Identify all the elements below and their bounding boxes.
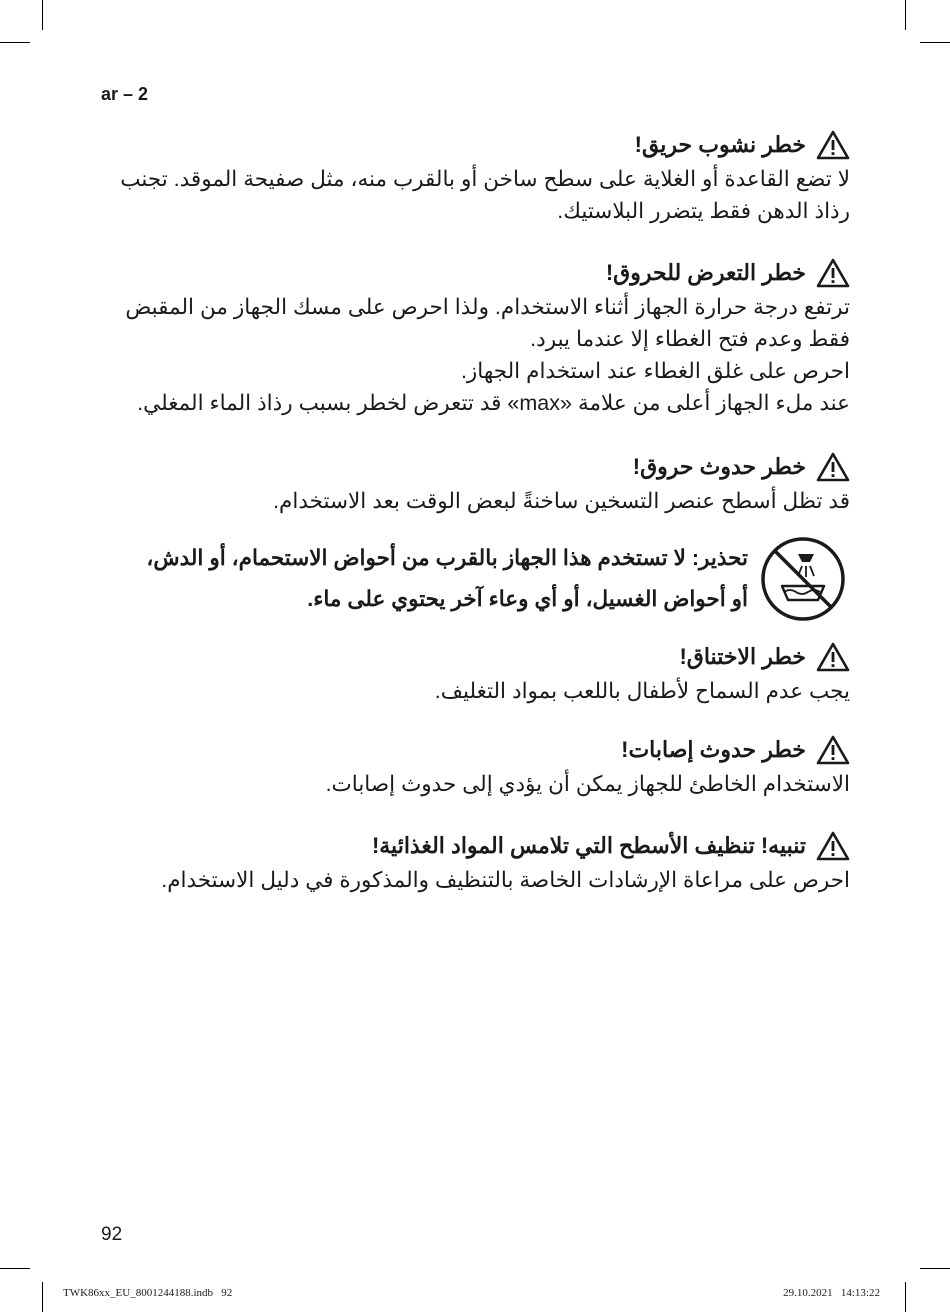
warning-triangle-icon bbox=[816, 452, 850, 482]
caution-text: أو أحواض الغسيل، أو أي وعاء آخر يحتوي على ماء. bbox=[307, 587, 748, 611]
warning-title: تنبيه! تنظيف الأسطح التي تلامس المواد الغذائية! bbox=[371, 833, 806, 858]
footer-file-info: TWK86xx_EU_8001244188.indb 92 bbox=[63, 1287, 233, 1299]
warning-text: لا تضع القاعدة أو الغلاية على سطح ساخن أو بالقرب منه، مثل صفيحة الموقد. تجنب bbox=[120, 167, 850, 191]
warning-text: قد تظل أسطح عنصر التسخين ساخنةً لبعض الوقت بعد الاستخدام. bbox=[273, 489, 850, 513]
page-number: 92 bbox=[101, 1224, 123, 1245]
language-tag: ar – 2 bbox=[101, 84, 149, 104]
crop-mark bbox=[0, 42, 30, 43]
warning-text: فقط وعدم فتح الغطاء إلا عندما يبرد. bbox=[530, 327, 850, 351]
footer-timestamp: 29.10.2021 14:13:22 bbox=[783, 1287, 880, 1299]
warning-title: خطر التعرض للحروق! bbox=[605, 260, 806, 285]
warning-triangle-icon bbox=[816, 735, 850, 765]
warning-title: خطر الاختناق! bbox=[679, 644, 806, 669]
caution-text: تحذير: لا تستخدم هذا الجهاز بالقرب من أحواض الاستحمام، أو الدش، bbox=[146, 546, 748, 570]
warning-text: احرص على غلق الغطاء عند استخدام الجهاز. bbox=[460, 359, 850, 383]
warning-section bbox=[110, 256, 850, 419]
crop-mark bbox=[42, 0, 43, 30]
warning-section bbox=[110, 128, 850, 227]
warning-text: ترتفع درجة حرارة الجهاز أثناء الاستخدام. ولذا احرص على مسك الجهاز من المقبض bbox=[125, 295, 850, 319]
warning-triangle-icon bbox=[816, 130, 850, 160]
caution-box bbox=[130, 538, 846, 628]
warning-triangle-icon bbox=[816, 831, 850, 861]
warning-text: رذاذ الدهن فقط يتضرر البلاستيك. bbox=[557, 199, 850, 223]
warning-text: احرص على مراعاة الإرشادات الخاصة بالتنظيف والمذكورة في دليل الاستخدام. bbox=[161, 868, 850, 892]
crop-mark bbox=[0, 1268, 30, 1269]
warning-section bbox=[110, 640, 850, 707]
warning-section bbox=[110, 733, 850, 800]
crop-mark bbox=[920, 1268, 950, 1269]
warning-title: خطر حدوث حروق! bbox=[632, 454, 806, 479]
crop-mark bbox=[905, 0, 906, 30]
crop-mark bbox=[905, 1282, 906, 1312]
warning-title: خطر نشوب حريق! bbox=[634, 132, 806, 157]
crop-mark bbox=[42, 1282, 43, 1312]
crop-mark bbox=[920, 42, 950, 43]
warning-text: عند ملء الجهاز أعلى من علامة «max» قد تتعرض لخطر بسبب رذاذ الماء المغلي. bbox=[137, 391, 850, 415]
no-bathtub-shower-icon bbox=[760, 536, 846, 622]
warning-title: خطر حدوث إصابات! bbox=[621, 737, 806, 762]
warning-triangle-icon bbox=[816, 258, 850, 288]
warning-section bbox=[110, 829, 850, 896]
warning-text: يجب عدم السماح لأطفال باللعب بمواد التغليف. bbox=[434, 679, 850, 703]
warning-text: الاستخدام الخاطئ للجهاز يمكن أن يؤدي إلى حدوث إصابات. bbox=[325, 772, 850, 796]
warning-section bbox=[110, 450, 850, 517]
warning-triangle-icon bbox=[816, 642, 850, 672]
